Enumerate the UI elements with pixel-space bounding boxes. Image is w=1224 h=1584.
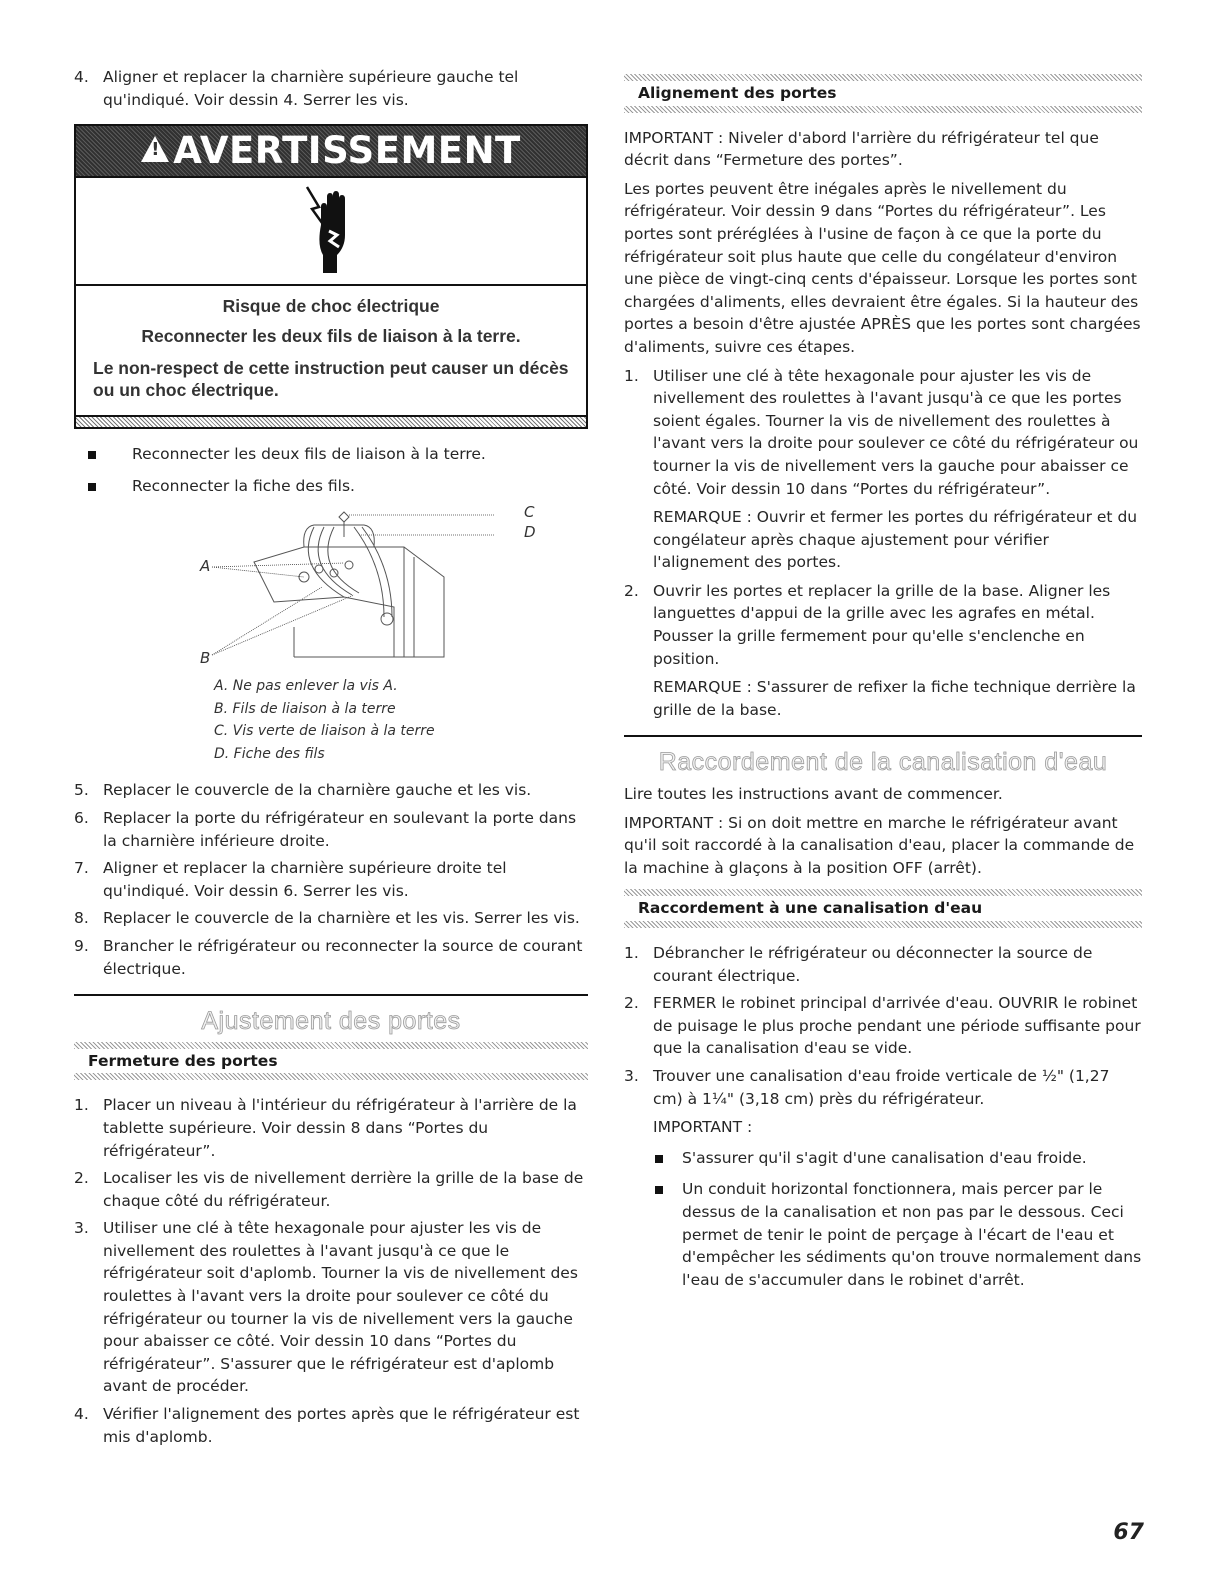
right-column [624,66,1142,1300]
water-step-list [624,942,1142,1291]
list-item [624,992,1142,1060]
step-text: Brancher le réfrigérateur ou reconnecter la source de courant électrique. [103,936,583,978]
hinge-step-list-top [74,66,588,111]
step-text: Trouver une canalisation d'eau froide verticale de ½" (1,27 cm) à 1¼" (3,18 cm) près du réfrigérateur. [653,1066,1110,1108]
list-item [74,935,588,980]
step-number: 9. [74,936,89,955]
important-note-1: IMPORTANT : Niveler d'abord l'arrière du réfrigérateur tel que décrit dans “Fermeture des portes”. [624,128,1099,170]
bullet-square-icon [655,1186,663,1194]
warning-box [74,124,588,429]
electrical-shock-hand-icon-svg [301,185,361,277]
step-number: 6. [74,808,89,827]
diagram-label-c: C [524,503,535,522]
warning-body [76,286,586,415]
alignment-paragraph: Les portes peuvent être inégales après le nivellement du réfrigérateur. Voir dessin 9 dans “Portes du réfrigérateur”. Les portes sont préréglées à l'usine de façon à ce que la porte du réfrigérateur soit plus haute que celle du congélateur d'environ une pièce de vingt-cinq cents d'épaisseur. Lorsque les portes sont chargées d'aliments, elles devraient être égales. Si la hauteur des portes a besoin d'être ajustée APRÈS que les portes sont chargées d'aliments, suivre ces étapes. [624,179,1141,356]
step-text: Localiser les vis de nivellement derrière la grille de la base de chaque côté du réfrigérateur. [103,1169,584,1210]
section-divider [74,994,588,996]
step-number: 3. [74,1219,89,1238]
step-number: 1. [74,1096,89,1115]
list-item [653,1147,1142,1170]
bullet-text: S'assurer qu'il s'agit d'une canalisation d'eau froide. [682,1148,1087,1167]
step-text: Débrancher le réfrigérateur ou déconnecter la source de courant électrique. [653,944,1093,985]
bullet-square-icon [88,483,96,491]
list-item [624,580,1142,722]
list-item [74,857,588,902]
step-number: 1. [624,944,639,962]
step-text: Utiliser une clé à tête hexagonale pour ajuster les vis de nivellement des roulettes à l'avant jusqu'à ce que les portes soient égales. Tourner la vis de nivellement des roulettes à l'avant vers la droite pour soulever ce côté du réfrigérateur ou tourner la vis de nivellement vers la gauche pour abaisser ce côté. Voir dessin 10 dans “Portes du réfrigérateur”. [653,366,1139,498]
warning-header-text: AVERTISSEMENT [173,128,521,172]
caption-b: B. Fils de liaison à la terre [214,700,396,717]
important-note-3: IMPORTANT : [653,1118,753,1137]
diagram-captions [214,675,588,765]
step-number: 8. [74,909,89,928]
subhead-door-alignment: Alignement des portes [624,74,1142,113]
warning-footer [76,415,586,427]
step-remark: REMARQUE : Ouvrir et fermer les portes du réfrigérateur et du congélateur après chaque ajustement pour vérifier l'alignement des portes. [653,508,1138,572]
step-number: 1. [624,366,639,385]
list-item [624,365,1142,574]
step-text: Vérifier l'alignement des portes après que le réfrigérateur est mis d'aplomb. [103,1405,580,1446]
warning-consequence: Le non-respect de cette instruction peut causer un décès ou un choc électrique. [93,358,569,401]
subhead-water-connection: Raccordement à une canalisation d'eau [624,889,1142,928]
diagram-label-a: A [200,557,211,576]
list-item [74,807,588,852]
warning-triangle-icon [141,136,169,162]
bullet-square-icon [88,451,96,459]
diagram-label-b: B [200,649,211,668]
caption-d: D. Fiche des fils [214,745,325,762]
list-item [74,443,588,466]
left-column [74,66,588,1453]
electrical-shock-hand-icon [76,176,586,286]
list-item [74,66,588,111]
step-number: 2. [74,1169,89,1188]
bullet-text: Reconnecter les deux fils de liaison à la terre. [132,445,486,464]
diagram-label-d: D [524,523,536,542]
bullet-text: Reconnecter la fiche des fils. [132,476,355,495]
caption-c: C. Vis verte de liaison à la terre [214,723,435,740]
warning-header [76,126,586,176]
alignment-step-list [624,365,1142,722]
ground-wire-diagram [194,503,536,668]
step-number: 7. [74,859,89,878]
step-number: 5. [74,781,89,800]
step-text: Replacer le couvercle de la charnière et les vis. Serrer les vis. [103,909,580,928]
ground-wire-diagram-svg [194,507,494,667]
step-remark: REMARQUE : S'assurer de refixer la fiche technique derrière la grille de la base. [653,678,1136,719]
step-number: 4. [74,1405,89,1424]
caption-a: A. Ne pas enlever la vis A. [214,678,398,695]
list-item [74,475,588,498]
important-note-2: IMPORTANT : Si on doit mettre en marche le réfrigérateur avant qu'il soit raccordé à la canalisation d'eau, placer la commande de la machine à glaçons à la position OFF (arrêt). [624,813,1135,877]
section-title-door-adjustment: Ajustement des portes [201,1007,461,1036]
list-item [74,1403,588,1448]
warning-hazard: Risque de choc électrique [222,296,440,317]
step-text: Utiliser une clé à tête hexagonale pour ajuster les vis de nivellement des roulettes à l'avant jusqu'à ce que le réfrigérateur soit d'aplomb. Tourner la vis de nivellement des roulettes à l'avant vers la droite pour soulever ce côté du réfrigérateur ou tourner la vis de nivellement vers la gauche pour abaisser ce côté. Voir dessin 10 dans “Portes du réfrigérateur”. S'assurer que le réfrigérateur est d'aplomb avant de procéder. [103,1219,578,1396]
page-number: 67 [1113,1520,1144,1545]
list-item [74,1217,588,1398]
step-number: 4. [74,68,89,86]
step-number: 2. [624,581,639,600]
step-text: Replacer le couvercle de la charnière gauche et les vis. [103,781,532,800]
bullet-list [74,443,588,497]
hinge-step-list [74,779,588,980]
step-number: 2. [624,994,639,1013]
list-item [74,1167,588,1212]
list-item [653,1178,1142,1291]
step-text: Ouvrir les portes et replacer la grille de la base. Aligner les languettes d'appui de la grille avec les agrafes en métal. Pousser la grille fermement pour qu'elle s'enclenche en position. [653,581,1111,668]
step-text: Replacer la porte du réfrigérateur en soulevant la porte dans la charnière inférieure droite. [103,808,577,850]
section-divider [624,735,1142,737]
list-item [74,1094,588,1162]
list-item [624,942,1142,987]
bullet-square-icon [655,1155,663,1163]
water-bullet-list [653,1147,1142,1292]
step-text: Aligner et replacer la charnière supérieure droite tel qu'indiqué. Voir dessin 6. Serrer les vis. [103,859,507,900]
list-item [74,779,588,802]
step-text: Placer un niveau à l'intérieur du réfrigérateur à l'arrière de la tablette supérieure. Voir dessin 8 dans “Portes du réfrigérateur”. [103,1096,577,1160]
step-text: FERMER le robinet principal d'arrivée d'eau. OUVRIR le robinet de puisage le plus proche pendant une période suffisante pour que la canalisation d'eau se vide. [653,994,1141,1058]
read-instructions: Lire toutes les instructions avant de commencer. [624,785,1003,804]
list-item [624,1065,1142,1291]
step-text: Aligner et replacer la charnière supérieure gauche tel qu'indiqué. Voir dessin 4. Serrer les vis. [103,68,519,109]
section-title-water-line: Raccordement de la canalisation d'eau [658,748,1108,777]
bullet-text: Un conduit horizontal fonctionnera, mais percer par le dessus de la canalisation et non pas par le dessous. Ceci permet de tenir le point de perçage à l'écart de l'eau et d'empêcher les sédiments qu'on trouve normalement dans l'eau de s'accumuler dans le robinet d'arrêt. [682,1180,1142,1289]
subhead-door-closing: Fermeture des portes [74,1042,588,1081]
list-item [74,907,588,930]
closing-step-list [74,1094,588,1448]
step-number: 3. [624,1066,639,1085]
warning-instruction: Reconnecter les deux fils de liaison à la terre. [141,326,521,347]
